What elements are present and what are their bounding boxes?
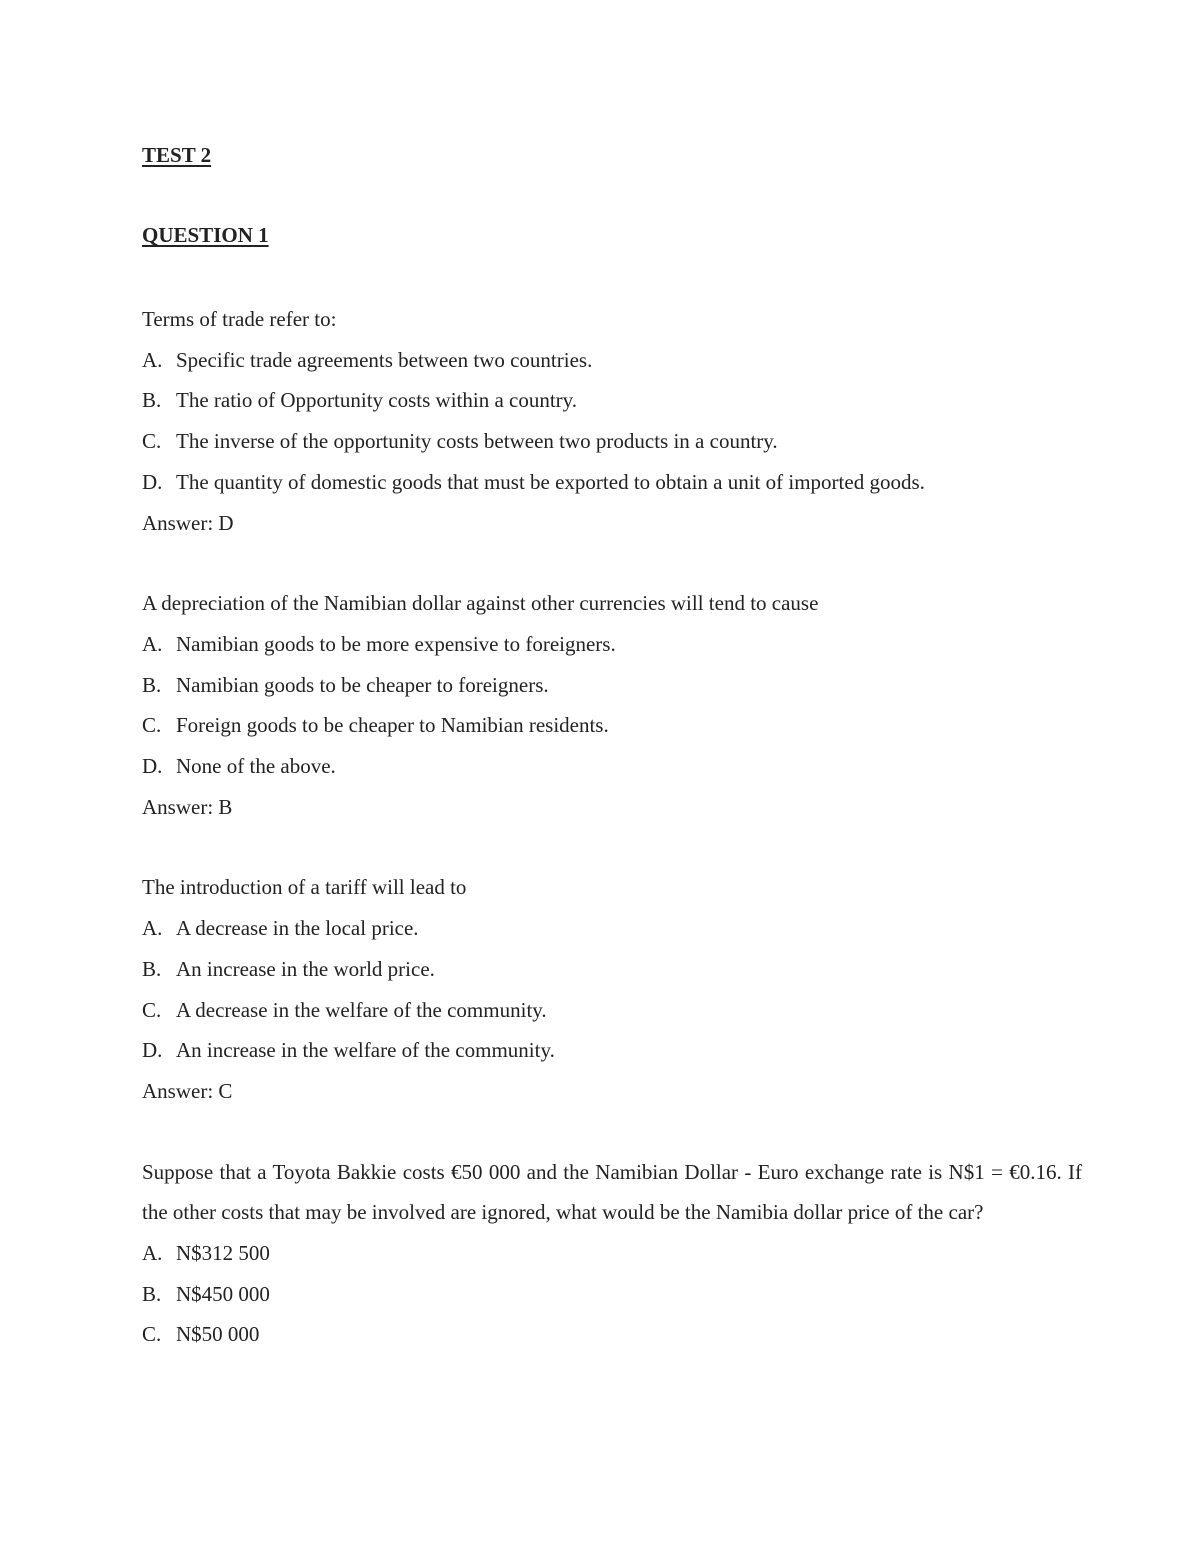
option-text: The inverse of the opportunity costs between two products in a country. (176, 429, 778, 454)
option-text: N$312 500 (176, 1241, 270, 1266)
question-heading: QUESTION 1 (142, 223, 269, 247)
option-text: None of the above. (176, 754, 336, 779)
question-stem: Terms of trade refer to: (142, 307, 337, 331)
option-text: The ratio of Opportunity costs within a country. (176, 388, 578, 413)
option-text: Namibian goods to be cheaper to foreigners. (176, 672, 549, 697)
option-text: N$450 000 (176, 1281, 270, 1306)
option-a (142, 624, 1082, 665)
option-b (142, 380, 1082, 421)
option-text: Foreign goods to be cheaper to Namibian residents. (176, 713, 609, 738)
option-d (142, 462, 1082, 503)
option-b (142, 949, 1082, 990)
option-letter: B. (142, 672, 162, 697)
option-letter: D. (142, 469, 163, 494)
option-text: N$50 000 (176, 1322, 260, 1347)
answer-line: Answer: D (142, 510, 234, 535)
option-letter: C. (142, 429, 162, 454)
option-text: A decrease in the local price. (176, 916, 419, 941)
option-letter: D. (142, 1038, 163, 1063)
test-title: TEST 2 (142, 143, 212, 167)
document-page (142, 138, 1082, 1395)
option-a (142, 1233, 1082, 1274)
option-letter: D. (142, 754, 163, 779)
option-letter: A. (142, 916, 163, 941)
option-c (142, 1314, 1082, 1355)
option-text: An increase in the world price. (176, 956, 435, 981)
answer-line: Answer: C (142, 1078, 233, 1103)
option-b (142, 665, 1082, 706)
option-a (142, 908, 1082, 949)
option-letter: C. (142, 1322, 162, 1347)
question-stem: The introduction of a tariff will lead to (142, 875, 467, 900)
question-item-4 (142, 1152, 1082, 1356)
option-c (142, 421, 1082, 462)
question-stem: A depreciation of the Namibian dollar against other currencies will tend to cause (142, 591, 819, 616)
option-letter: B. (142, 956, 162, 981)
option-letter: B. (142, 388, 162, 413)
question-item-2 (142, 583, 1082, 827)
option-letter: B. (142, 1281, 162, 1306)
option-letter: A. (142, 631, 163, 656)
question-item-3 (142, 867, 1082, 1111)
option-a (142, 340, 1082, 381)
option-letter: A. (142, 347, 163, 372)
option-letter: C. (142, 997, 162, 1022)
answer-line: Answer: B (142, 794, 233, 819)
option-letter: C. (142, 713, 162, 738)
option-text: Namibian goods to be more expensive to foreigners. (176, 631, 616, 656)
option-text: The quantity of domestic goods that must be exported to obtain a unit of imported goods. (176, 469, 925, 494)
option-letter: A. (142, 1241, 163, 1266)
option-text: An increase in the welfare of the community. (176, 1038, 555, 1063)
option-text: Specific trade agreements between two countries. (176, 347, 593, 372)
option-c (142, 990, 1082, 1031)
option-text: A decrease in the welfare of the community. (176, 997, 547, 1022)
option-c (142, 705, 1082, 746)
option-b (142, 1274, 1082, 1315)
option-d (142, 1030, 1082, 1071)
question-stem: Suppose that a Toyota Bakkie costs €50 000 and the Namibian Dollar - Euro exchange rate is N$1 = €0.16. If the other costs that may be involved are ignored, what would be the Namibia dollar price of the car? (142, 1159, 1082, 1225)
option-d (142, 746, 1082, 787)
question-item-1 (142, 299, 1082, 543)
